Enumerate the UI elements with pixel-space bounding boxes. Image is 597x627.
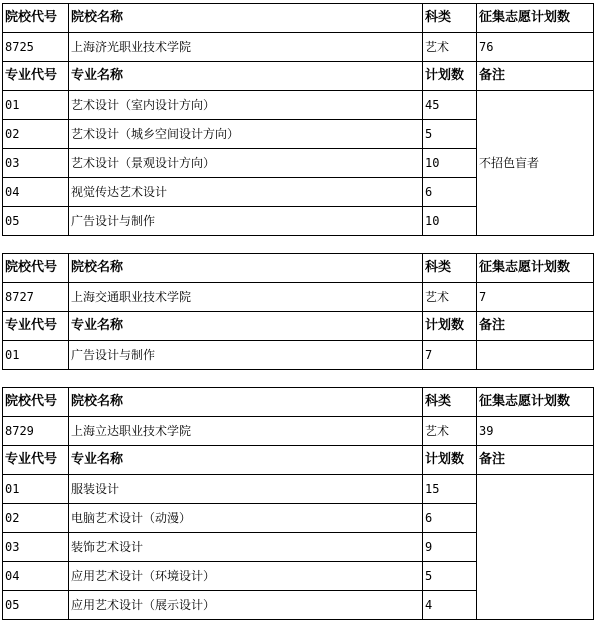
plan-header: 征集志愿计划数	[477, 254, 594, 283]
major-code: 02	[3, 120, 69, 149]
major-name: 艺术设计（室内设计方向）	[69, 91, 423, 120]
major-name: 艺术设计（城乡空间设计方向）	[69, 120, 423, 149]
major-code: 05	[3, 591, 69, 620]
plan-count: 7	[477, 283, 594, 312]
school-name: 上海济光职业技术学院	[69, 33, 423, 62]
admission-table-2	[2, 253, 594, 370]
major-header-row	[3, 446, 594, 475]
major-count: 6	[423, 178, 477, 207]
category-header: 科类	[423, 254, 477, 283]
admission-table-1	[2, 3, 594, 236]
major-code: 01	[3, 91, 69, 120]
major-code: 01	[3, 475, 69, 504]
school-code: 8729	[3, 417, 69, 446]
major-name: 装饰艺术设计	[69, 533, 423, 562]
major-count: 4	[423, 591, 477, 620]
school-header-row	[3, 4, 594, 33]
count-header: 计划数	[423, 446, 477, 475]
major-name: 视觉传达艺术设计	[69, 178, 423, 207]
major-header-row	[3, 62, 594, 91]
school-code-header: 院校代号	[3, 388, 69, 417]
major-count: 15	[423, 475, 477, 504]
major-name: 服装设计	[69, 475, 423, 504]
admission-table-3	[2, 387, 594, 620]
note-cell	[477, 341, 594, 370]
major-code-header: 专业代号	[3, 312, 69, 341]
major-name-header: 专业名称	[69, 312, 423, 341]
school-row	[3, 33, 594, 62]
major-name-header: 专业名称	[69, 62, 423, 91]
school-row	[3, 417, 594, 446]
major-count: 10	[423, 149, 477, 178]
table-row	[3, 91, 594, 120]
category: 艺术	[423, 283, 477, 312]
major-name: 电脑艺术设计（动漫）	[69, 504, 423, 533]
category: 艺术	[423, 417, 477, 446]
major-code: 03	[3, 533, 69, 562]
major-header-row	[3, 312, 594, 341]
major-code: 03	[3, 149, 69, 178]
major-code-header: 专业代号	[3, 446, 69, 475]
school-code: 8727	[3, 283, 69, 312]
school-code-header: 院校代号	[3, 254, 69, 283]
major-count: 5	[423, 562, 477, 591]
school-name: 上海立达职业技术学院	[69, 417, 423, 446]
major-count: 10	[423, 207, 477, 236]
major-name: 应用艺术设计（环境设计）	[69, 562, 423, 591]
school-name-header: 院校名称	[69, 4, 423, 33]
note-cell	[477, 475, 594, 620]
school-name-header: 院校名称	[69, 388, 423, 417]
table-row	[3, 341, 594, 370]
major-count: 6	[423, 504, 477, 533]
note-header: 备注	[477, 446, 594, 475]
school-header-row	[3, 388, 594, 417]
school-name: 上海交通职业技术学院	[69, 283, 423, 312]
category-header: 科类	[423, 4, 477, 33]
major-code: 01	[3, 341, 69, 370]
note-header: 备注	[477, 62, 594, 91]
plan-count: 39	[477, 417, 594, 446]
school-code: 8725	[3, 33, 69, 62]
major-code: 05	[3, 207, 69, 236]
major-name: 广告设计与制作	[69, 207, 423, 236]
school-header-row	[3, 254, 594, 283]
major-count: 7	[423, 341, 477, 370]
plan-header: 征集志愿计划数	[477, 4, 594, 33]
plan-count: 76	[477, 33, 594, 62]
major-name: 广告设计与制作	[69, 341, 423, 370]
major-name: 艺术设计（景观设计方向）	[69, 149, 423, 178]
major-code: 04	[3, 178, 69, 207]
table-row	[3, 475, 594, 504]
major-name: 应用艺术设计（展示设计）	[69, 591, 423, 620]
major-code: 02	[3, 504, 69, 533]
major-code: 04	[3, 562, 69, 591]
major-count: 9	[423, 533, 477, 562]
major-code-header: 专业代号	[3, 62, 69, 91]
note-header: 备注	[477, 312, 594, 341]
school-name-header: 院校名称	[69, 254, 423, 283]
category-header: 科类	[423, 388, 477, 417]
major-count: 5	[423, 120, 477, 149]
category: 艺术	[423, 33, 477, 62]
school-code-header: 院校代号	[3, 4, 69, 33]
plan-header: 征集志愿计划数	[477, 388, 594, 417]
count-header: 计划数	[423, 62, 477, 91]
major-count: 45	[423, 91, 477, 120]
note-cell: 不招色盲者	[477, 91, 594, 236]
school-row	[3, 283, 594, 312]
major-name-header: 专业名称	[69, 446, 423, 475]
count-header: 计划数	[423, 312, 477, 341]
